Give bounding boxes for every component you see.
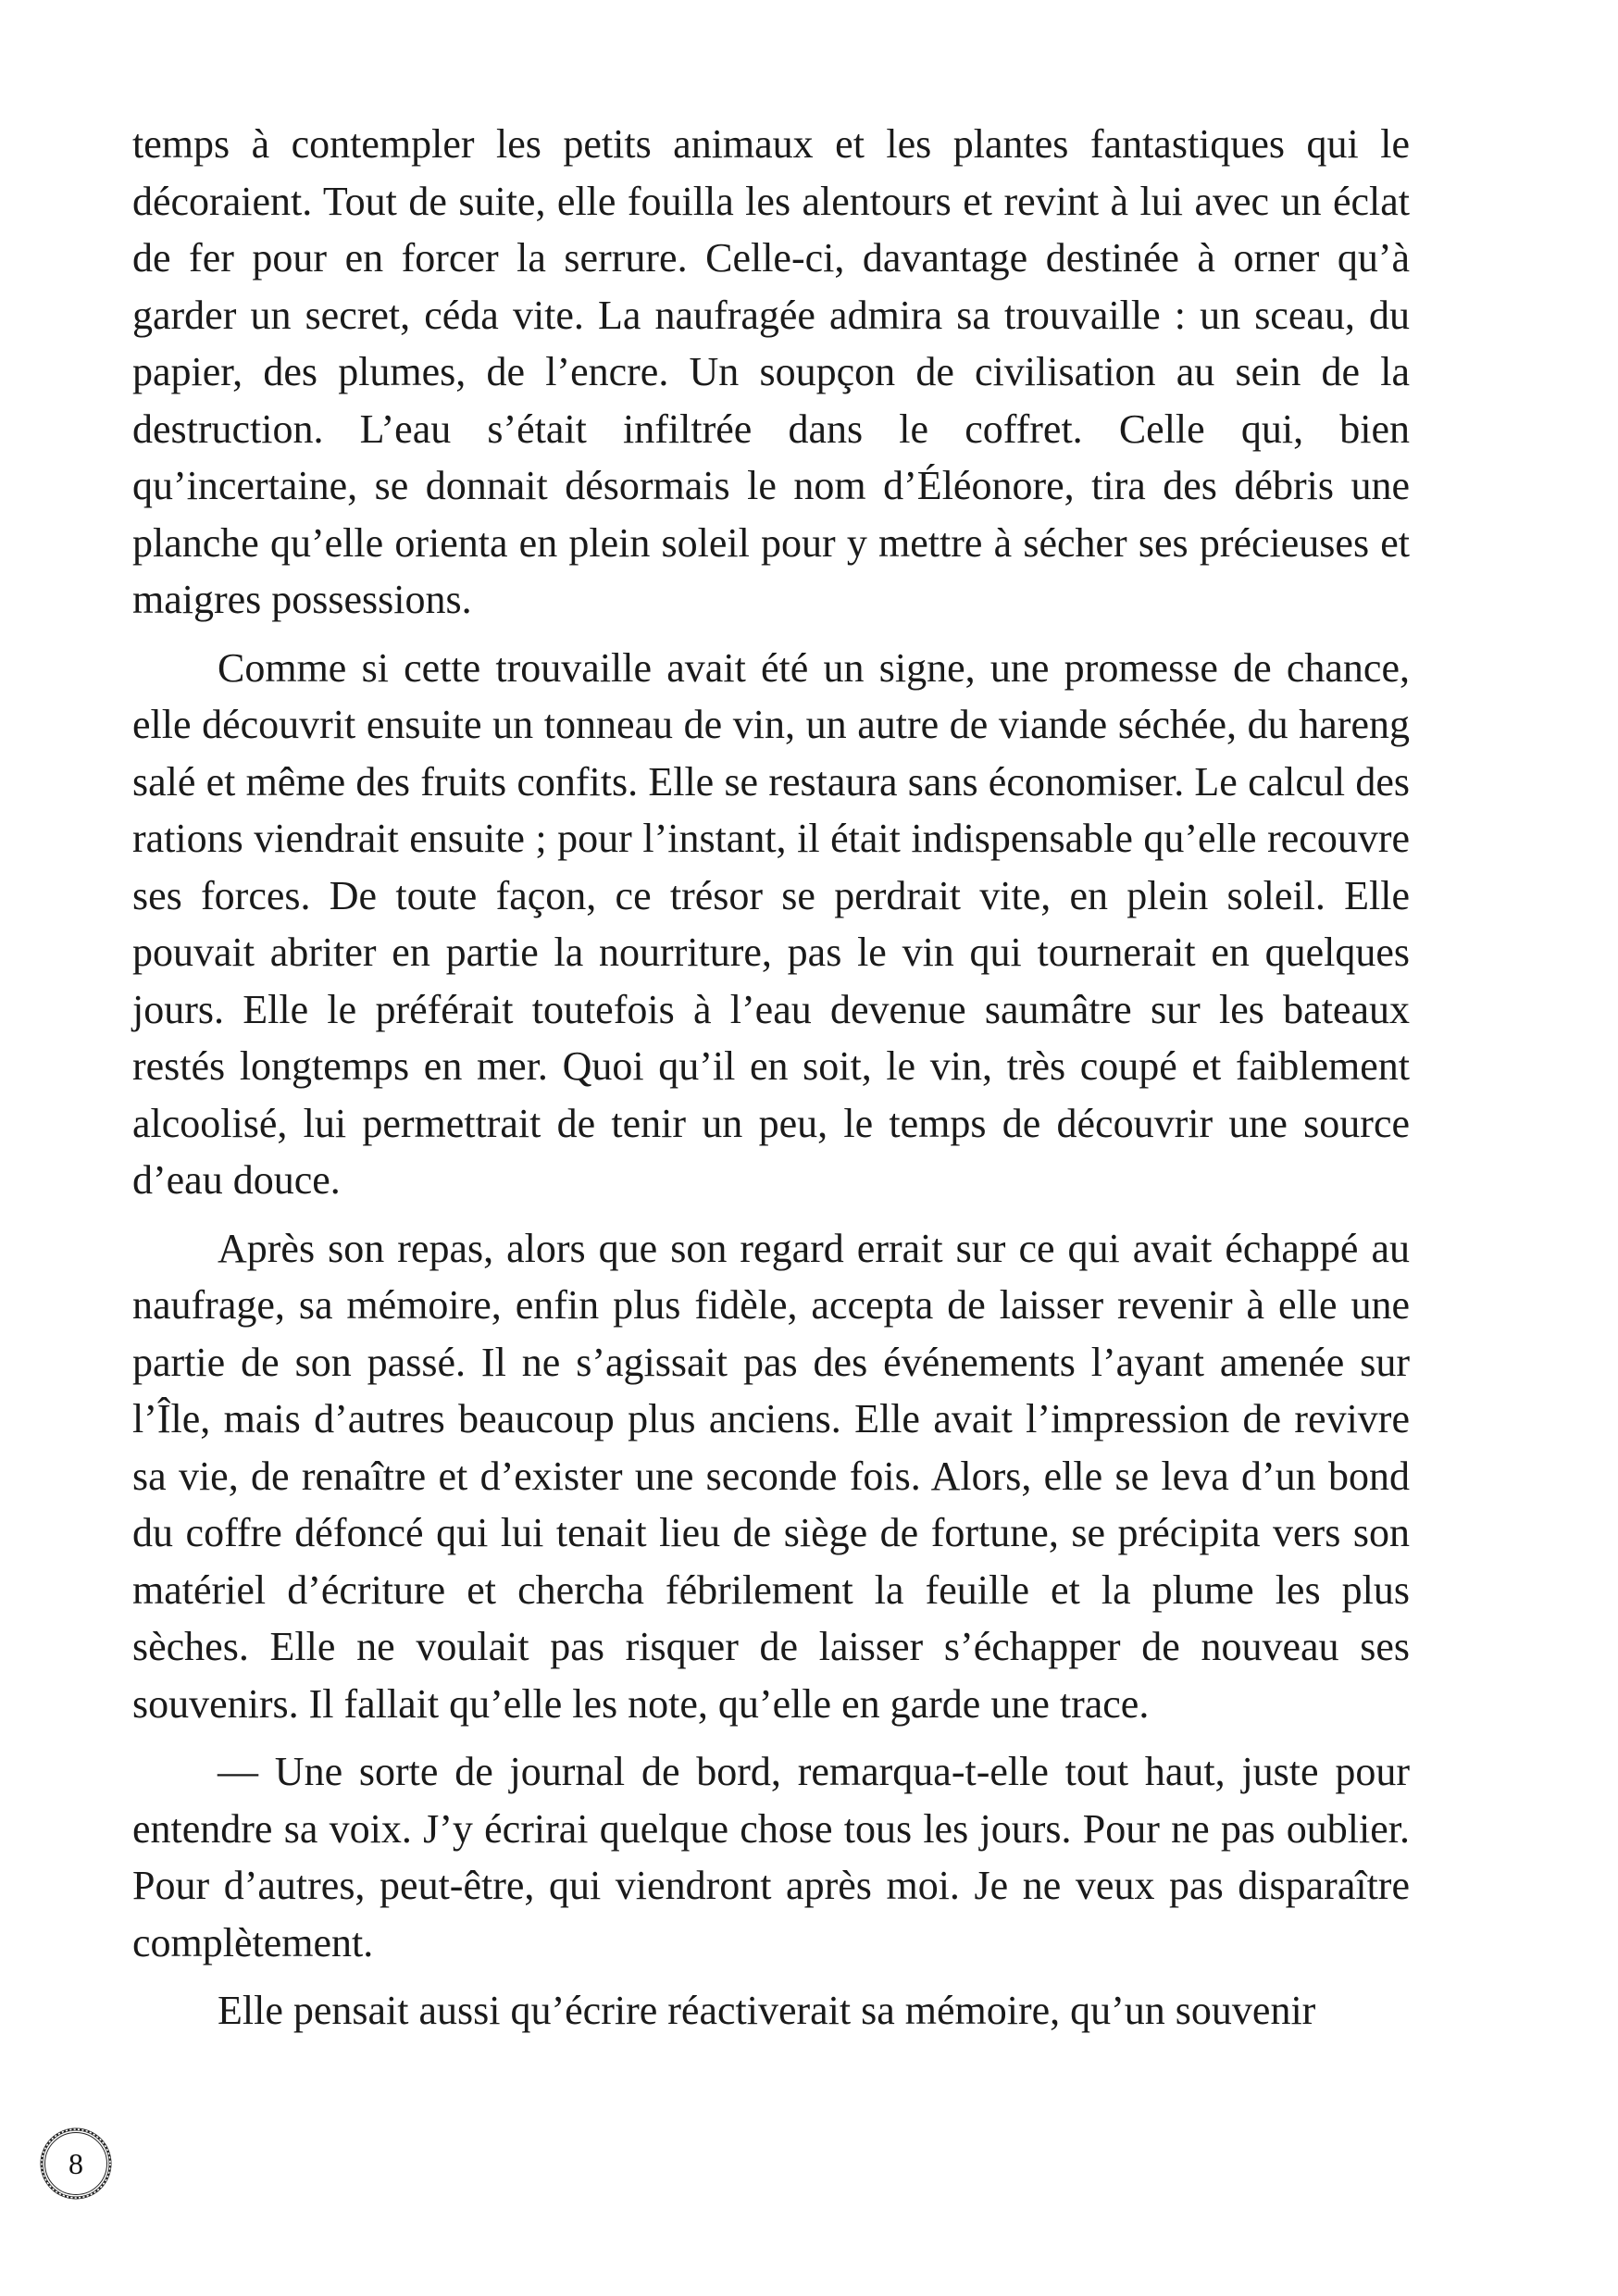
page-number: 8 — [68, 2146, 83, 2180]
paragraph-5: Elle pensait aussi qu’écrire réactiverait sa mémoire, qu’un souvenir — [218, 1988, 1316, 2033]
page-number-badge — [37, 2125, 115, 2202]
paragraph-2: Comme si cette trouvaille avait été un signe, une promesse de chance, elle découvrit ensuite un tonneau de vin, un autre de viande séchée, du hareng salé et même des fruits confits. Elle se restaura sans économiser. Le calcul des rations viendrait ensuite ; pour l’instant, il était indispensable qu’elle recouvre ses forces. De toute façon, ce trésor se perdrait vite, en plein soleil. Elle pouvait abriter en partie la nourriture, pas le vin qui tournerait en quelques jours. Elle le préférait toutefois à l’eau devenue saumâtre sur les bateaux restés longtemps en mer. Quoi qu’il en soit, le vin, très coupé et faiblement alcoolisé, lui permettrait de tenir un peu, le temps de découvrir une source d’eau douce. — [132, 644, 1410, 1203]
body-text — [132, 116, 1410, 2051]
paragraph-4: — Une sorte de journal de bord, remarqua-t-elle tout haut, juste pour entendre sa voix. J’y écrirai quelque chose tous les jours. Pour ne pas oublier. Pour d’autres, peut-être, qui viendront après moi. Je ne veux pas disparaître complètement. — [132, 1749, 1410, 1965]
paragraph-3: Après son repas, alors que son regard errait sur ce qui avait échappé au naufrage, sa mémoire, enfin plus fidèle, accepta de laisser revenir à elle une partie de son passé. Il ne s’agissait pas des événements l’ayant amenée sur l’Île, mais d’autres beaucoup plus anciens. Elle avait l’impression de revivre sa vie, de renaître et d’exister une seconde fois. Alors, elle se leva d’un bond du coffre défoncé qui lui tenait lieu de siège de fortune, se précipita vers son matériel d’écriture et chercha fébrilement la feuille et la plume les plus sèches. Elle ne voulait pas risquer de laisser s’échapper de nouveau ses souvenirs. Il fallait qu’elle les note, qu’elle en garde une trace. — [132, 1225, 1410, 1727]
paragraph-1: temps à contempler les petits animaux et les plantes fantastiques qui le décoraient. Tout de suite, elle fouilla les alentours et revint à lui avec un éclat de fer pour en forcer la serrure. Celle-ci, davantage destinée à orner qu’à garder un secret, céda vite. La naufragée admira sa trouvaille : un sceau, du papier, des plumes, de l’encre. Un soupçon de civilisation au sein de la destruction. L’eau s’était infiltrée dans le coffret. Celle qui, bien qu’incertaine, se donnait désormais le nom d’Éléonore, tira des débris une planche qu’elle orienta en plein soleil pour y mettre à sécher ses précieuses et maigres possessions. — [132, 121, 1410, 622]
